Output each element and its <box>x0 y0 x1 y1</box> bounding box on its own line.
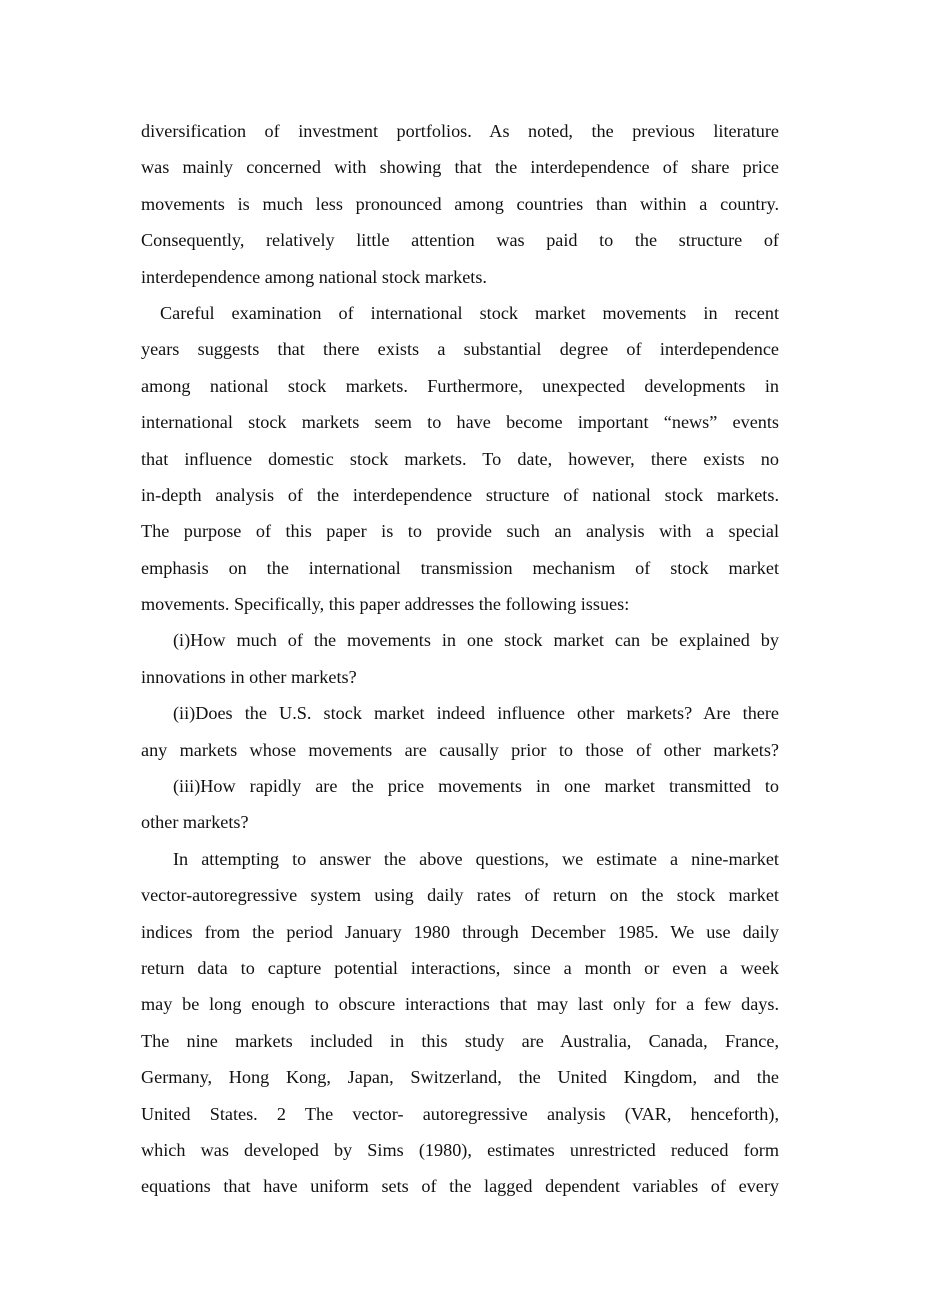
text-line: Consequently, relatively little attention was paid to the structure of <box>141 230 779 251</box>
text-line: interdependence among national stock markets. <box>141 266 487 287</box>
text-line: equations that have uniform sets of the lagged dependent variables of every <box>141 1176 779 1197</box>
text-line: vector-autoregressive system using daily rates of return on the stock market <box>141 885 779 906</box>
text-line: Careful examination of international stock market movements in recent <box>160 302 779 323</box>
text-line: (ii)Does the U.S. stock market indeed influence other markets? Are there <box>173 703 779 724</box>
text-line: (iii)How rapidly are the price movements in one market transmitted to <box>173 776 779 797</box>
paragraph <box>141 841 779 1205</box>
text-line: other markets? <box>141 812 249 833</box>
text-line: in-depth analysis of the interdependence structure of national stock markets. <box>141 484 779 505</box>
text-line: movements is much less pronounced among countries than within a country. <box>141 193 779 214</box>
text-line: In attempting to answer the above questions, we estimate a nine-market <box>173 848 779 869</box>
text-line: which was developed by Sims (1980), estimates unrestricted reduced form <box>141 1139 779 1160</box>
paragraph <box>141 113 779 295</box>
text-line: return data to capture potential interactions, since a month or even a week <box>141 957 779 978</box>
text-line: indices from the period January 1980 through December 1985. We use daily <box>141 921 779 942</box>
paragraph <box>141 622 779 695</box>
text-line: United States. 2 The vector- autoregressive analysis (VAR, henceforth), <box>141 1103 779 1124</box>
text-line: that influence domestic stock markets. To date, however, there exists no <box>141 448 779 469</box>
paragraph <box>141 768 779 841</box>
text-line: international stock markets seem to have become important “news” events <box>141 412 779 433</box>
paragraph <box>141 695 779 768</box>
text-line: innovations in other markets? <box>141 666 357 687</box>
document-page <box>141 113 779 1205</box>
text-line: years suggests that there exists a substantial degree of interdependence <box>141 339 779 360</box>
text-line: diversification of investment portfolios. As noted, the previous literature <box>141 121 779 141</box>
text-line: movements. Specifically, this paper addresses the following issues: <box>141 594 630 615</box>
text-line: any markets whose movements are causally prior to those of other markets? <box>141 739 779 760</box>
text-line: Germany, Hong Kong, Japan, Switzerland, the United Kingdom, and the <box>141 1067 779 1088</box>
text-line: was mainly concerned with showing that the interdependence of share price <box>141 157 779 178</box>
text-line: emphasis on the international transmission mechanism of stock market <box>141 557 779 578</box>
text-line: may be long enough to obscure interactions that may last only for a few days. <box>141 994 779 1015</box>
paragraph <box>141 295 779 623</box>
text-line: The nine markets included in this study are Australia, Canada, France, <box>141 1030 779 1051</box>
text-line: The purpose of this paper is to provide such an analysis with a special <box>141 521 779 542</box>
text-line: among national stock markets. Furthermore, unexpected developments in <box>141 375 779 396</box>
text-line: (i)How much of the movements in one stock market can be explained by <box>173 630 779 651</box>
